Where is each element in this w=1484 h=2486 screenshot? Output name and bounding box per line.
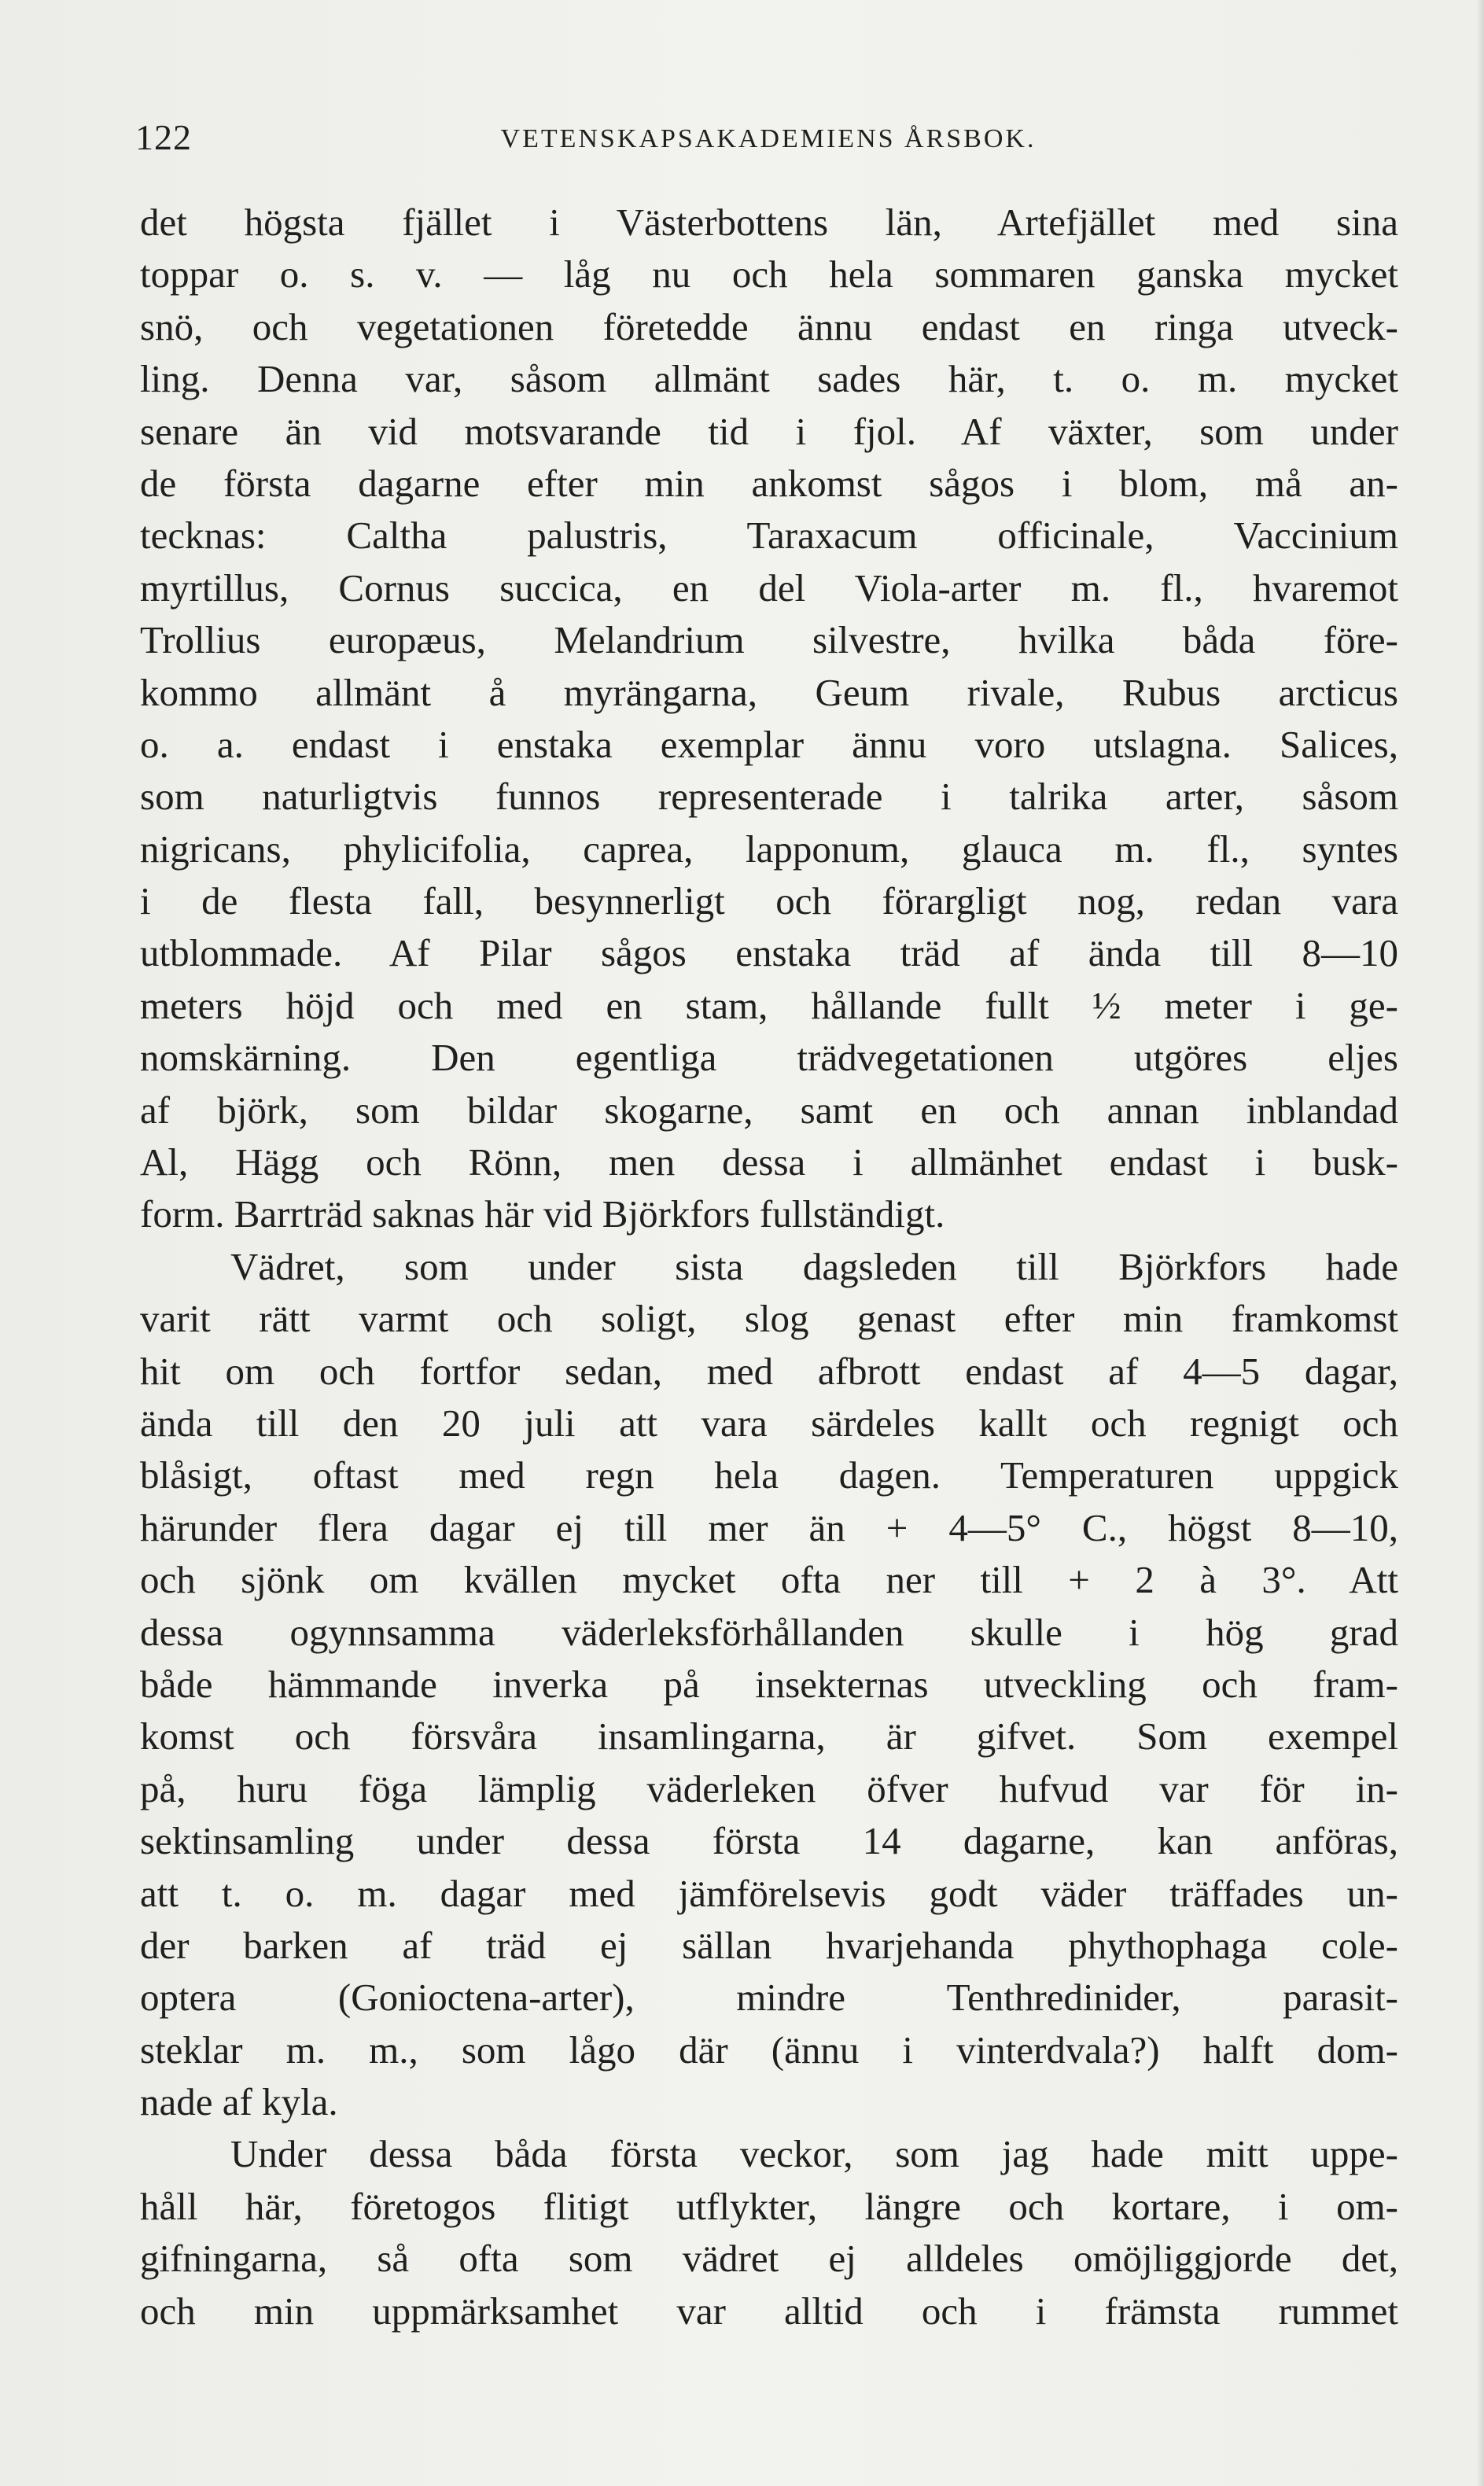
text-line: varit rätt varmt och soligt, slog genast efter min framkomst (140, 1297, 1398, 1341)
text-line: toppar o. s. v. — låg nu och hela sommaren ganska mycket (140, 252, 1398, 296)
text-line: sektinsamling under dessa första 14 dagarne, kan anföras, (140, 1819, 1398, 1863)
text-line: ling. Denna var, såsom allmänt sades här, t. o. m. mycket (140, 357, 1398, 401)
page-edge-shadow (1476, 0, 1484, 2486)
text-line: nigricans, phylicifolia, caprea, lapponum, glauca m. fl., syntes (140, 827, 1398, 871)
text-line: hit om och fortfor sedan, med afbrott endast af 4—5 dagar, (140, 1349, 1398, 1393)
text-line: gifningarna, så ofta som vädret ej alldeles omöjliggjorde det, (140, 2237, 1398, 2281)
page-number: 122 (135, 117, 192, 157)
text-line: både hämmande inverka på insekternas utveckling och fram- (140, 1662, 1398, 1706)
text-line: som naturligtvis funnos representerade i talrika arter, såsom (140, 775, 1398, 819)
text-line: Vädret, som under sista dagsleden till Björkfors hade (230, 1244, 1398, 1288)
text-line: der barken af träd ej sällan hvarjehanda phythophaga cole- (140, 1923, 1398, 1967)
text-line: och sjönk om kvällen mycket ofta ner till + 2 à 3°. Att (140, 1558, 1398, 1602)
text-line: nade af kyla. (140, 2080, 338, 2124)
text-line: på, huru föga lämplig väderleken öfver hufvud var för in- (140, 1766, 1398, 1810)
page-header (135, 116, 1401, 164)
text-line: myrtillus, Cornus succica, en del Viola-arter m. fl., hvaremot (140, 565, 1398, 610)
text-line: snö, och vegetationen företedde ännu endast en ringa utveck- (140, 304, 1398, 348)
text-line: af björk, som bildar skogarne, samt en och annan inblandad (140, 1088, 1398, 1132)
text-line: ända till den 20 juli att vara särdeles kallt och regnigt och (140, 1401, 1398, 1445)
text-line: härunder flera dagar ej till mer än + 4—5° C., högst 8—10, (140, 1505, 1398, 1549)
text-line: optera (Gonioctena-arter), mindre Tenthredinider, parasit- (140, 1976, 1398, 2020)
text-line: form. Barrträd saknas här vid Björkfors fullständigt. (140, 1192, 945, 1236)
text-line: steklar m. m., som lågo där (ännu i vinterdvala?) halft dom- (140, 2027, 1398, 2072)
text-line: komst och försvåra insamlingarna, är gifvet. Som exempel (140, 1714, 1398, 1759)
text-line: dessa ogynnsamma väderleksförhållanden skulle i hög grad (140, 1610, 1398, 1654)
text-line: Under dessa båda första veckor, som jag hade mitt uppe- (230, 2132, 1398, 2176)
text-line: meters höjd och med en stam, hållande fullt ½ meter i ge- (140, 983, 1398, 1027)
text-line: de första dagarne efter min ankomst sågos i blom, må an- (140, 461, 1398, 505)
text-line: Trollius europæus, Melandrium silvestre, hvilka båda före- (140, 618, 1398, 662)
text-line: Al, Hägg och Rönn, men dessa i allmänhet endast i busk- (140, 1140, 1398, 1184)
text-line: och min uppmärksamhet var alltid och i främsta rummet (140, 2289, 1398, 2333)
body-text (140, 197, 1398, 2337)
text-line: o. a. endast i enstaka exemplar ännu voro utslagna. Salices, (140, 722, 1398, 766)
text-line: senare än vid motsvarande tid i fjol. Af växter, som under (140, 409, 1398, 453)
text-line: nomskärning. Den egentliga trädvegetationen utgöres eljes (140, 1036, 1398, 1080)
running-head: VETENSKAPSAKADEMIENS ÅRSBOK. (500, 124, 1037, 153)
text-line: det högsta fjället i Västerbottens län, Artefjället med sina (140, 201, 1398, 244)
text-line: kommo allmänt å myrängarna, Geum rivale, Rubus arcticus (140, 670, 1398, 714)
text-line: tecknas: Caltha palustris, Taraxacum officinale, Vaccinium (140, 514, 1398, 558)
text-line: blåsigt, oftast med regn hela dagen. Temperaturen uppgick (140, 1453, 1398, 1497)
text-line: håll här, företogos flitigt utflykter, längre och kortare, i om- (140, 2184, 1398, 2228)
text-line: utblommade. Af Pilar sågos enstaka träd af ända till 8—10 (140, 931, 1398, 975)
text-line: i de flesta fall, besynnerligt och förargligt nog, redan vara (140, 879, 1398, 923)
text-line: att t. o. m. dagar med jämförelsevis godt väder träffades un- (140, 1871, 1398, 1915)
